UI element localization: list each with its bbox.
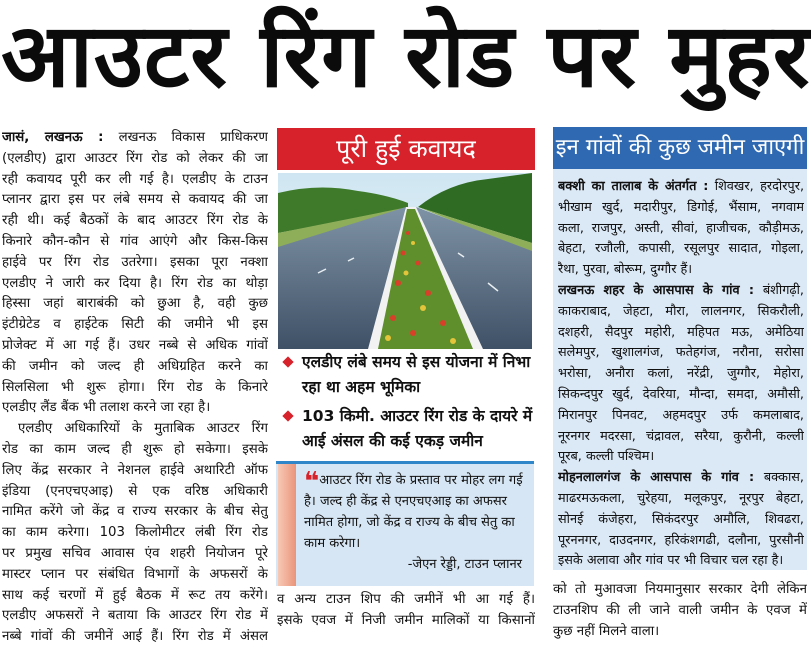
headline (0, 0, 811, 112)
text-line (2, 544, 268, 565)
villages-list (558, 177, 804, 572)
line-text: रही कवायद पूरी कर ली गई है। एलडीए के टाउन (2, 171, 268, 187)
line-text: बक्कास, (754, 470, 804, 486)
text-line (2, 482, 268, 503)
pull-quote (276, 461, 534, 586)
bullet-item (280, 350, 535, 400)
bullet-text: एलडीए लंबे समय से इस योजना में निभा रहा था अहम भूमिका (302, 353, 531, 396)
section-title: पूरी हुई कवायद (277, 128, 535, 170)
text-line (2, 294, 268, 315)
line-text: लिए केंद्र सरकार ने नेशनल हाईवे अथारिटी ऑफ (2, 462, 268, 478)
quote-text: आउटर रिंग रोड के प्रस्ताव पर मोहर लग गई है। जल्द ही केंद्र से एनएचएआइ का अफसर नामित होगा, जो केंद्र व राज्य के बीच सेतु का काम करेगा। (304, 473, 523, 551)
text-line (558, 531, 804, 552)
line-text: भीखाम खुर्द, मदारीपुर, डिगोई, भैंसाम, नगवाम (558, 199, 804, 215)
line-text: रही थी। कई बैठकों के बाद आउटर रिंग रोड के (2, 213, 268, 229)
text-line (558, 447, 804, 468)
line-text: नब्बे गांवों की जमीनें आई हैं। रिंग रोड में अंसल (2, 629, 268, 645)
line-text: रोड का काम जल्द ही शुरू हो सकेगा। इसके (2, 441, 268, 457)
line-text: का काम करेगा। 103 किलोमीटर लंबी रिंग रोड (2, 525, 268, 541)
line-text: कला, राजपुर, अस्ती, सीवां, हाजीचक, कौड़ीमऊ, (558, 220, 804, 236)
text-line (2, 440, 268, 461)
line-text: माढरमऊकला, चुरेहया, मलूकपुर, नूरपुर बेहटा, (558, 490, 804, 506)
text-line (2, 523, 268, 544)
text-line (277, 590, 535, 611)
bullet-item (280, 404, 535, 454)
highway-photo (278, 173, 532, 349)
text-line (2, 232, 268, 253)
quote-accent-bar (278, 464, 296, 586)
line-text: इसके एवज में निजी जमीन मालिकों या किसानों (277, 612, 535, 628)
text-line (553, 580, 807, 601)
diamond-bullet-icon (282, 356, 293, 367)
text-line (2, 606, 268, 627)
quote-attribution: -जेएन रेड्डी, टाउन प्लानर (407, 557, 522, 572)
line-text: सलेमपुर, खुशालगंज, फतेहगंज, नरौना, सरोसा (558, 345, 804, 361)
line-text: एलडीए लैंड बैंक भी तलाश करने जा रहा है। (2, 400, 211, 416)
line-text: एलडीए ने जारी कर दिया है। रिंग रोड का थोड़ा (2, 275, 268, 291)
text-line (2, 253, 268, 274)
text-line (2, 565, 268, 586)
text-line (277, 611, 535, 632)
text-line (2, 357, 268, 378)
text-line (558, 198, 804, 219)
line-text: दशहरी, सैदपुर महोरी, महिपत मऊ, अमेठिया (558, 324, 804, 340)
line-text: रैथा, पुरवा, बोरूम, दुग्गौर हैं। (558, 262, 693, 278)
text-line (558, 385, 804, 406)
line-text: व अन्य टाउन शिप की जमीनें भी आ गई हैं। (277, 592, 535, 607)
line-text: बेहटा, रजौली, कपासी, रसूलपुर सादात, गोइला, (558, 241, 804, 257)
line-text: इंटीग्रेटेड व हाईटेक सिटी की जमीने भी इस (2, 317, 268, 333)
lead-label: जासं, लखनऊ : (2, 130, 104, 145)
line-text: बंशीगढ़ी, (754, 282, 804, 298)
line-text: की जमीन को जल्द ही अधिग्रहित करने का (2, 358, 268, 374)
text-line (2, 315, 268, 336)
line-text: मास्टर प्लान पर संबंधित विभागों के अफसरों के (2, 566, 268, 582)
text-line (558, 364, 804, 385)
text-line (558, 219, 804, 240)
text-line (2, 419, 268, 440)
quote-mark-icon: ❝ (304, 467, 320, 497)
text-line (2, 378, 268, 399)
line-text: पूरननगर, दाउदनगर, हरिकंशगढी, दलौना, पुरसौनी (558, 532, 804, 548)
text-line (558, 343, 804, 364)
line-text: मिरानपुर पिनवट, अहमदपुर उर्फ कमलाबाद, (558, 407, 804, 423)
text-line (2, 149, 268, 170)
text-line (558, 551, 804, 572)
line-text: नामित करेंगे जो केंद्र व राज्य सरकार के बीच सेतु (2, 504, 268, 520)
text-line (553, 622, 807, 643)
line-text: इंडिया (एनएचएआइ) से एक वरिष्ठ अधिकारी (2, 483, 268, 499)
line-text: कुछ नहीं मिलने वाला। (553, 623, 660, 639)
diamond-bullet-icon (282, 410, 293, 421)
middle-continuation-text (277, 590, 535, 632)
text-line (2, 502, 268, 523)
line-text: सिकन्दपुर खुर्द, देवरिया, मौन्दा, समदा, अमौसी, (558, 386, 804, 402)
text-line (553, 601, 807, 622)
line-text: हिस्सा जहां बाराबंकी को छुआ है, वही कुछ (2, 296, 268, 312)
line-text: पूरब, कल्ली पश्चिम। (558, 449, 655, 465)
line-text: शिवखर, हरदोरपुर, (708, 179, 804, 194)
line-text: किनारे कौन-कौन से गांव आएंगे और किस-किस (2, 233, 268, 249)
text-line (558, 406, 804, 427)
bullet-text: 103 किमी. आउटर रिंग रोड के दायरे में आई अंसल की कई एकड़ जमीन (302, 407, 533, 450)
line-text: लखनऊ विकास प्राधिकरण (103, 130, 268, 145)
text-line (2, 190, 268, 211)
text-line (2, 211, 268, 232)
text-line (2, 461, 268, 482)
text-line (558, 510, 804, 531)
line-text: नूरनगर मदरसा, चंद्रावल, सरैया, कुरौनी, कल्ली (558, 428, 804, 444)
line-text: सिलसिला भी शुरू होगा। रिंग रोड के किनारे (2, 379, 268, 395)
right-continuation-text (553, 580, 807, 642)
headline-text: आउटर रिंग रोड पर मुहर (0, 4, 811, 107)
lead-label: मोहनलालगंज के आसपास के गांव : (558, 470, 755, 486)
line-text: साथ कई चरणों में हुई बैठक में रूट तय करेंगे। (2, 587, 268, 603)
lead-label: बक्शी का तालाब के अंतर्गत : (558, 179, 709, 194)
text-line (2, 128, 268, 149)
line-text: हाईवे पर रिंग रोड उतरेगा। इसका पूरा नक्शा (2, 254, 268, 270)
villages-box-title: इन गांवों की कुछ जमीन जाएगी (553, 127, 807, 169)
text-line (558, 323, 804, 344)
line-text: को तो मुआवजा नियमानुसार सरकार देगी लेकिन (553, 582, 807, 597)
text-line (2, 274, 268, 295)
line-text: पर प्रमुख सचिव आवास एंव शहरी नियोजन पूरे (2, 545, 268, 561)
text-line (2, 586, 268, 607)
text-line (558, 260, 804, 281)
text-line (2, 170, 268, 191)
text-line (558, 302, 804, 323)
text-line (2, 336, 268, 357)
line-text: काकराबाद, जेहटा, मौरा, लालनगर, सिकरौली, (558, 303, 804, 319)
text-line (558, 281, 804, 302)
text-line (558, 177, 804, 198)
text-line (2, 398, 268, 419)
line-text: इसके अलावा और गांव पर भी विचार चल रहा है। (558, 553, 784, 569)
lead-label: लखनऊ शहर के आसपास के गांव : (558, 282, 754, 298)
line-text: सोनई कंजेहरा, सिकंदरपुर अमौलि, शिवढरा, (558, 511, 804, 527)
left-column-article (2, 128, 268, 648)
line-text: भरोसा, अनौरा कलां, नरेंद्री, जुग्गौर, मेहोरा, (558, 366, 804, 382)
line-text: टाउनशिप की ली जाने वाली जमीन के एवज में (553, 602, 807, 618)
text-line (558, 427, 804, 448)
line-text: प्रोजेक्ट में आ गई हैं। उधर नब्बे से अधिक गांवों (2, 337, 268, 353)
text-line (558, 239, 804, 260)
text-line (2, 627, 268, 648)
line-text: एलडीए अधिकारियों के मुताबिक आउटर रिंग (18, 421, 268, 437)
text-line (558, 468, 804, 489)
highlight-bullets (280, 350, 535, 458)
line-text: प्लानर द्वारा इस पर लंबे समय से कवायद की जा (2, 192, 268, 208)
text-line (558, 489, 804, 510)
line-text: (एलडीए) द्वारा आउटर रिंग रोड को लेकर की जा (2, 150, 268, 166)
line-text: एलडीए अफसरों ने बताया कि आउटर रिंग रोड में (2, 608, 268, 624)
